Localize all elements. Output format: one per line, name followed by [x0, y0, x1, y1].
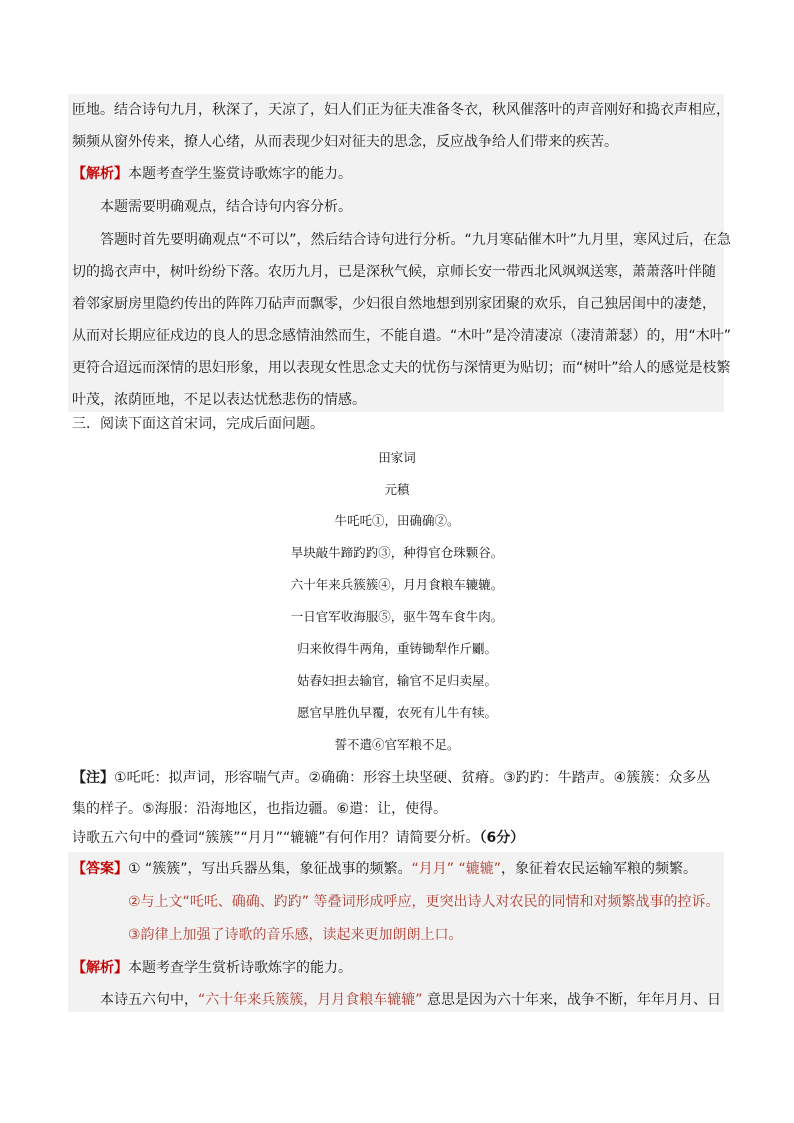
analysis-line: 匝地。结合诗句九月，秋深了，天凉了，妇人们正为征夫准备冬衣，秋风催落叶的声音刚好和捣衣声相应， — [72, 102, 730, 118]
analysis-line: 从而对长期应征戍边的良人的思念感情油然而生，不能自遣。“木叶”是冷清凄凉（凄清萧瑟）的，用“木叶” — [72, 328, 732, 344]
question-score: （6分） — [479, 830, 525, 846]
answer-highlight: “月月” “辘辘” — [411, 861, 501, 877]
analysis-jiexi-line — [72, 958, 352, 978]
poem-title: 田家词 — [378, 450, 416, 465]
analysis-line: 叶茂，浓荫匝地，不足以表达忧愁悲伤的情感。 — [72, 392, 366, 408]
poem-line: 誓不遣⑥官军粮不足。 — [334, 737, 460, 752]
note-line: 集的样子。⑤海服：沿海地区，也指边疆。⑥遣：让，使得。 — [72, 801, 448, 817]
jiexi-text: 本题考查学生赏析诗歌炼字的能力。 — [128, 960, 352, 976]
answer-line: ③韵律上加强了诗歌的音乐感，读起来更加朗朗上口。 — [128, 927, 463, 943]
answer-text: ① “簇簇”，写出兵器丛集，象征战事的频繁。 — [128, 861, 412, 877]
analysis-line: 更符合迢远而深情的思妇形象，用以表现女性思念丈夫的忧伤与深情更为贴切；而“树叶”给人的感觉是枝繁 — [72, 360, 731, 376]
analysis-quote: “六十年来兵簇簇，月月食粮车辘辘” — [198, 992, 423, 1008]
analysis-text: 意思是因为六十年来，战争不断，年年月月、日 — [422, 992, 721, 1008]
poem-line: 归来攸得牛两角，重铸锄犁作斤劚。 — [296, 641, 497, 656]
poem-line: 姑舂妇担去输官，输官不足归卖屋。 — [296, 673, 497, 688]
note-text: ①吒吒：拟声词，形容喘气声。②确确：形容土块坚硬、贫瘠。③趵趵：牛踏声。④簇簇：众多丛 — [114, 770, 711, 786]
poem-line: 六十年来兵簇簇④，月月食粮车辘辘。 — [290, 577, 504, 592]
analysis-line: 答题时首先要明确观点“不可以”，然后结合诗句进行分析。“九月寒砧催木叶”九月里，寒风过后，在急 — [100, 232, 732, 248]
question-line — [72, 828, 524, 848]
jiexi-text: 本题考查学生鉴赏诗歌炼字的能力。 — [128, 166, 352, 182]
jiexi-tag: 【解析】 — [72, 166, 128, 182]
analysis-jiexi-line — [72, 164, 352, 184]
question-text: 诗歌五六句中的叠词“簇簇”“月月”“辘辘”有何作用？请简要分析。 — [72, 830, 480, 846]
analysis-line: 切的捣衣声中，树叶纷纷下落。农历九月，已是深秋气候，京师长安一带西北风飒飒送寒，萧萧落叶伴随 — [72, 264, 716, 280]
answer-tag: 【答案】 — [72, 861, 128, 877]
answer-text: ，象征着农民运输军粮的频繁。 — [500, 861, 697, 877]
analysis-line: 着邻家厨房里隐约传出的阵阵刀砧声而飘零，少妇很自然地想到别家团聚的欢乐，自己独居闺中的凄楚， — [72, 296, 716, 312]
analysis-line — [100, 990, 721, 1010]
poem-line: 一日官军收海服⑤，驱牛驾车食牛肉。 — [290, 609, 504, 624]
analysis-line: 本题需要明确观点，结合诗句内容分析。 — [100, 199, 352, 215]
poem-line: 愿官早胜仇早覆，农死有儿牛有犊。 — [296, 705, 497, 720]
note-tag: 【注】 — [72, 770, 114, 786]
answer-line — [72, 859, 697, 879]
poem-line: 牛吒吒①，田确确②。 — [334, 513, 460, 528]
jiexi-tag: 【解析】 — [72, 960, 128, 976]
poem-author: 元稹 — [384, 482, 410, 497]
note-line — [72, 768, 710, 788]
analysis-text: 本诗五六句中， — [100, 992, 198, 1008]
section-heading: 三．阅读下面这首宋词，完成后面问题。 — [72, 416, 324, 432]
poem-line: 旱块敲牛蹄趵趵③，种得官仓珠颗谷。 — [290, 545, 504, 560]
analysis-line: 频频从窗外传来，撩人心绪，从而表现少妇对征夫的思念，反应战争给人们带来的疾苦。 — [72, 134, 618, 150]
answer-line: ②与上文“吒吒、确确、趵趵” 等叠词形成呼应，更突出诗人对农民的同情和对频繁战事的控诉。 — [128, 894, 720, 910]
